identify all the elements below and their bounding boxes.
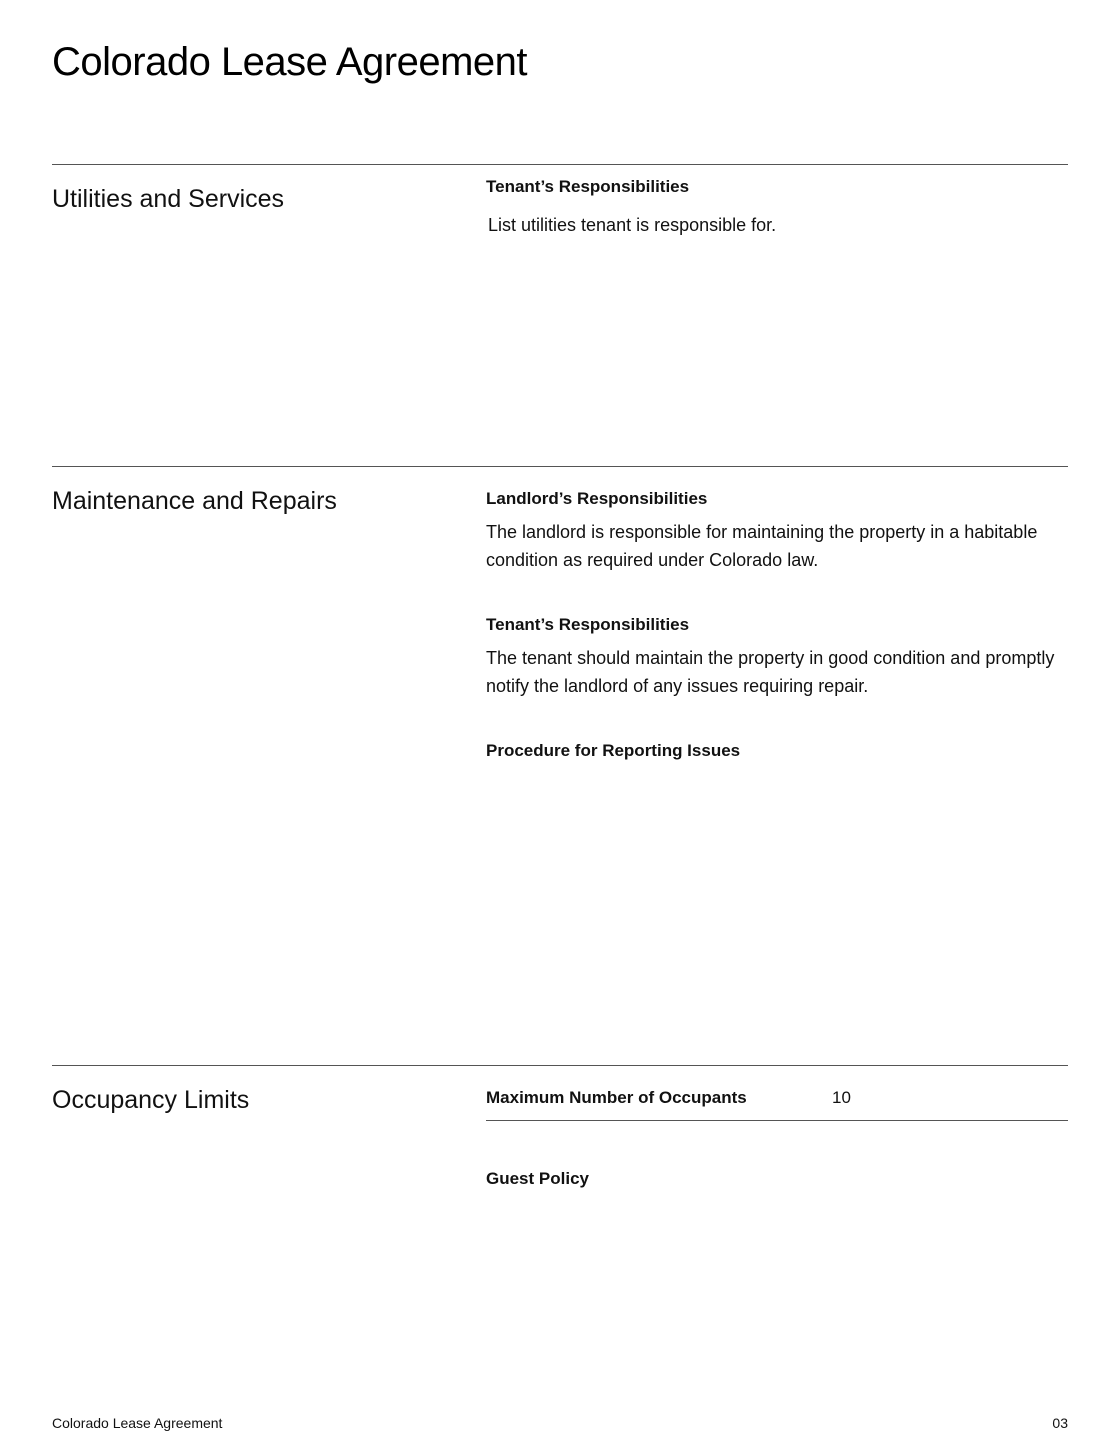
section-divider — [52, 466, 1068, 467]
occupants-underline — [486, 1120, 1068, 1121]
section-heading-utilities: Utilities and Services — [52, 185, 285, 213]
reporting-procedure-label: Procedure for Reporting Issues — [486, 741, 741, 760]
footer-title: Colorado Lease Agreement — [52, 1415, 223, 1431]
section-heading-occupancy: Occupancy Limits — [52, 1086, 250, 1114]
guest-policy-label: Guest Policy — [486, 1169, 589, 1188]
tenant-utilities-field[interactable]: List utilities tenant is responsible for. — [488, 215, 777, 235]
page-title: Colorado Lease Agreement — [52, 40, 527, 84]
tenant-responsibilities-label: Tenant’s Responsibilities — [486, 177, 690, 196]
max-occupants-value[interactable]: 10 — [832, 1088, 851, 1107]
section-divider — [52, 164, 1068, 165]
landlord-responsibilities-text: The landlord is responsible for maintaining the property in a habitable condition as required under Colorado law. — [486, 522, 1038, 570]
section-divider — [52, 1065, 1068, 1066]
section-heading-maintenance: Maintenance and Repairs — [52, 487, 337, 515]
page-number: 03 — [1052, 1415, 1068, 1431]
tenant-maintenance-label: Tenant’s Responsibilities — [486, 615, 690, 634]
max-occupants-label: Maximum Number of Occupants — [486, 1088, 747, 1107]
landlord-responsibilities-label: Landlord’s Responsibilities — [486, 489, 708, 508]
tenant-maintenance-text: The tenant should maintain the property in good condition and promptly notify the landlord of any issues requiring repair. — [486, 648, 1055, 696]
